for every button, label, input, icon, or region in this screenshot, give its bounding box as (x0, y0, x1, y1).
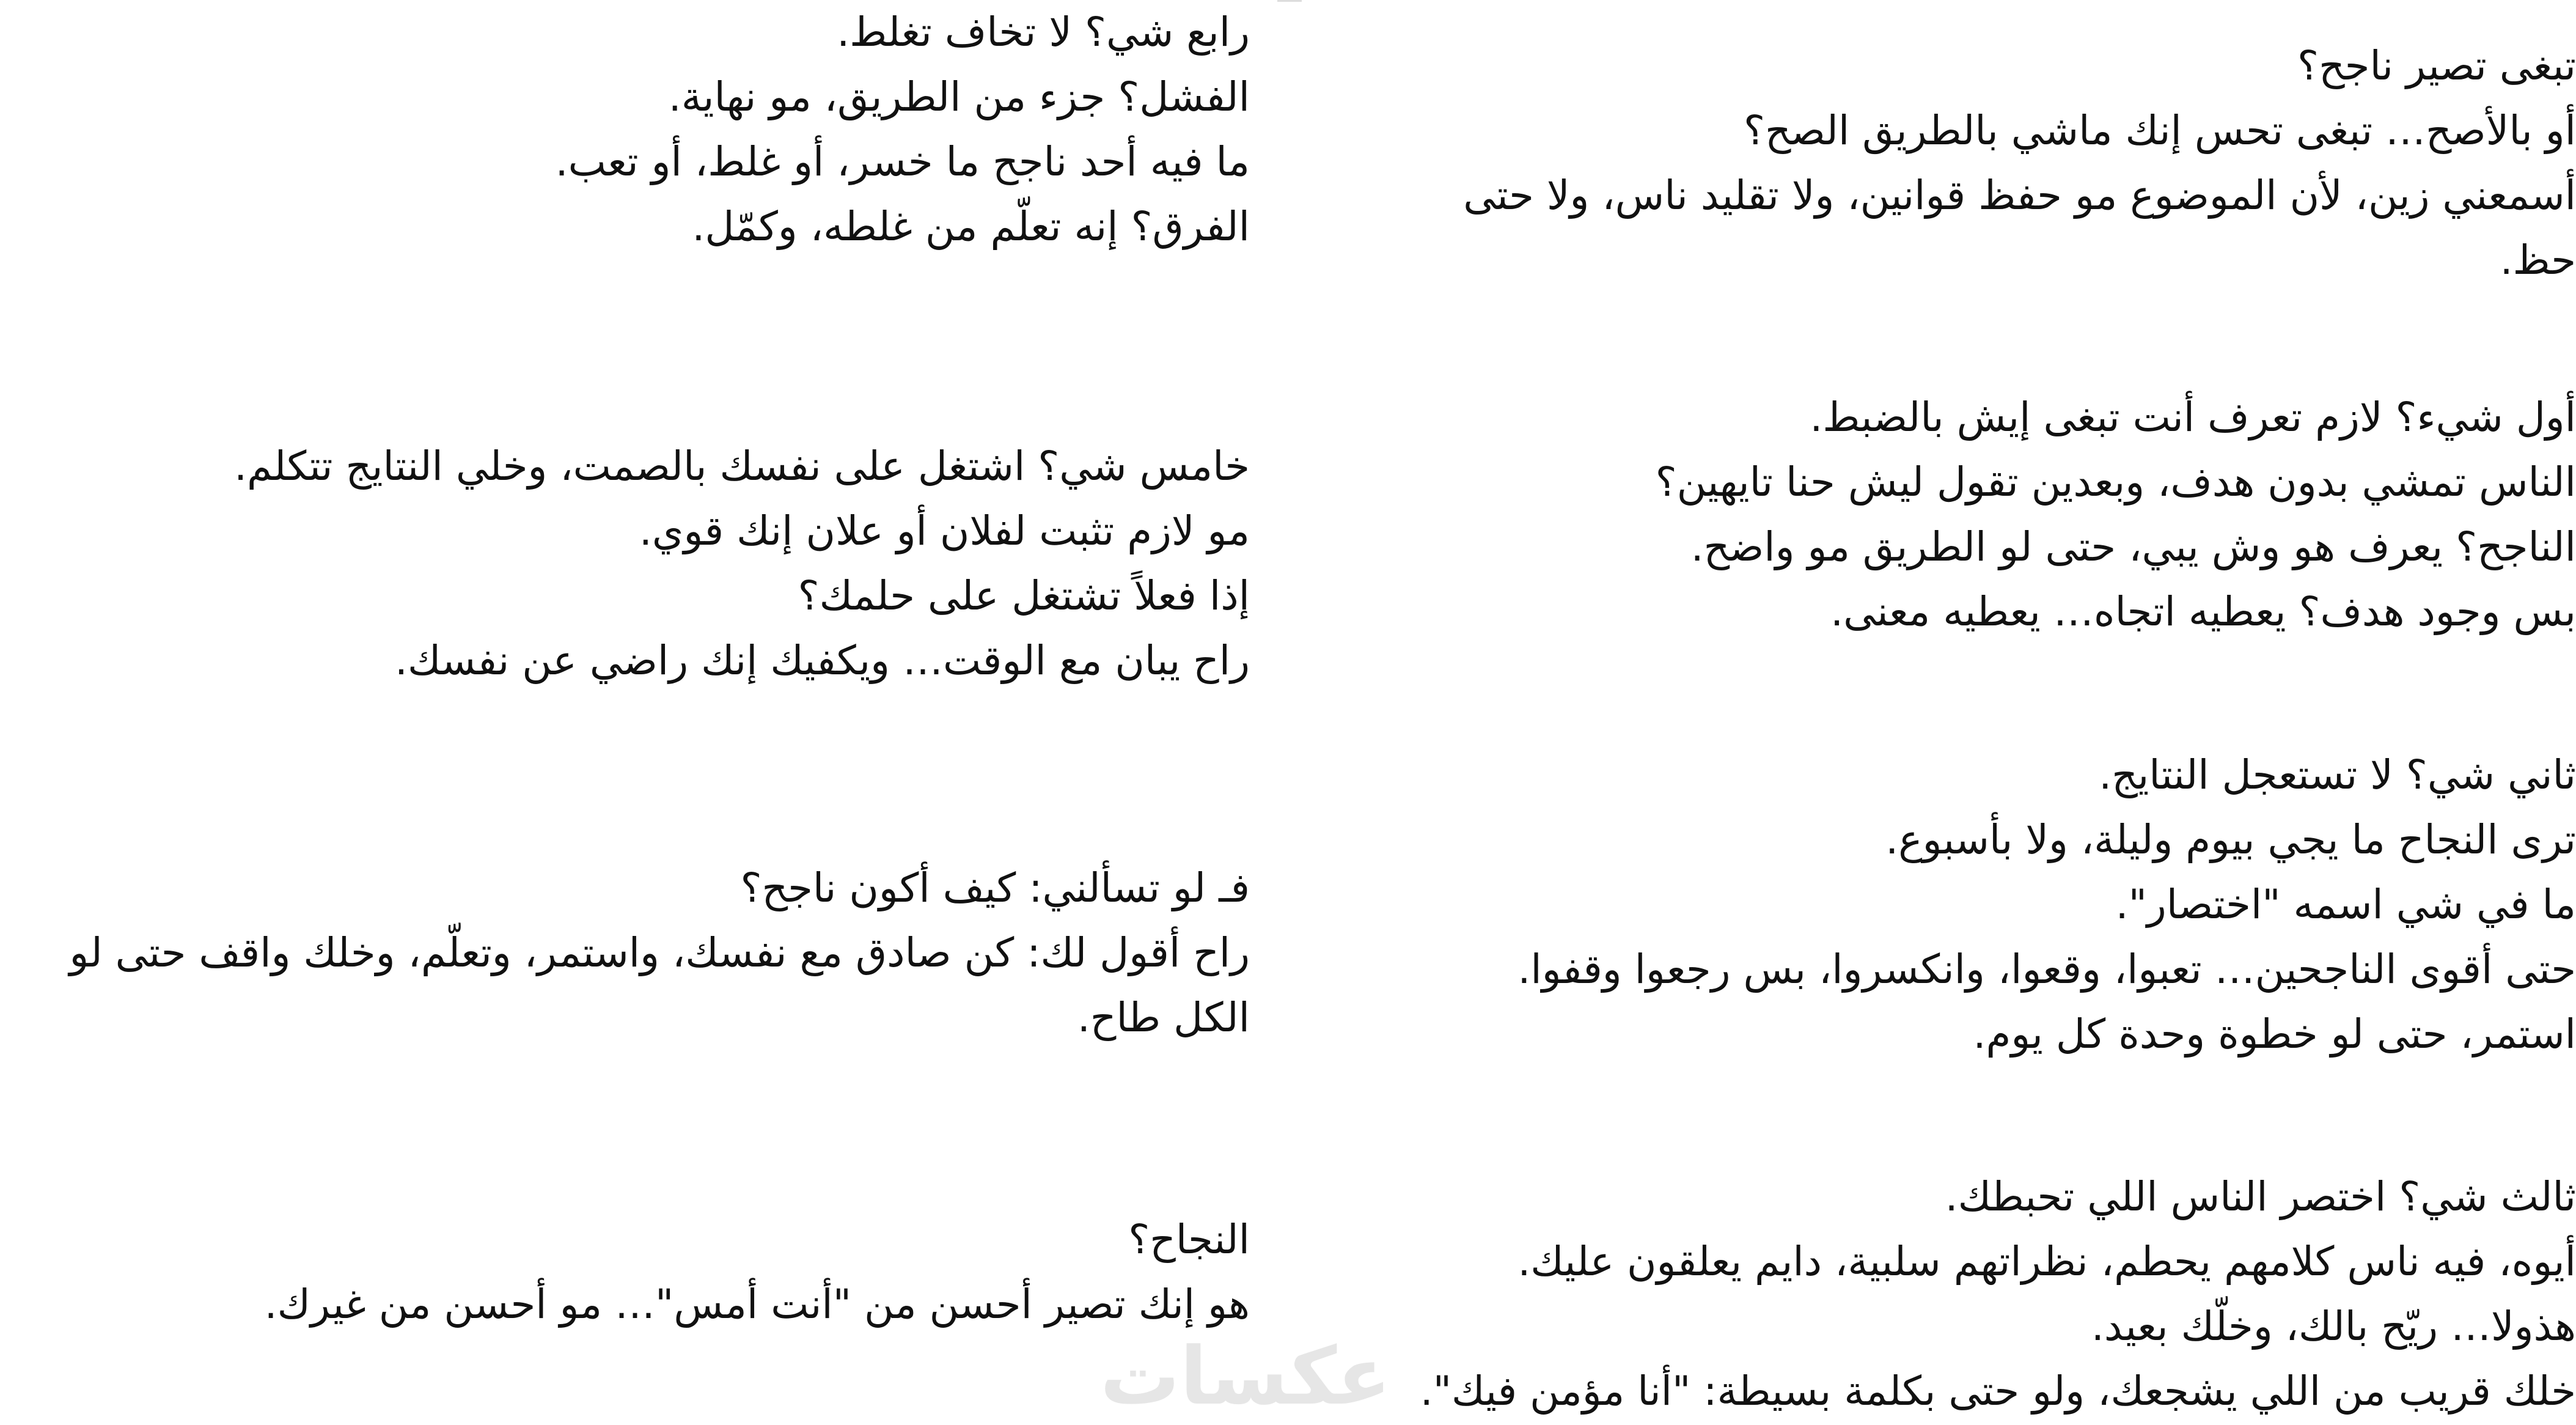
text-line: أول شيء؟ لازم تعرف أنت تبغى إيش بالضبط. (1810, 394, 2576, 441)
paragraph-third-point (1420, 1165, 2576, 1424)
paragraph-summary (3, 856, 1250, 1050)
text-line: خلك قريب من اللي يشجعك، ولو حتى بكلمة بسيطة: "أنا مؤمن فيك". (1420, 1368, 2576, 1415)
text-line: فـ لو تسألني: كيف أكون ناجح؟ (740, 864, 1250, 911)
paragraph-fifth-point (3, 434, 1250, 693)
text-line: هذولا… ريّح بالك، وخلّك بعيد. (2091, 1303, 2576, 1350)
paragraph-first-point (1427, 385, 2576, 644)
text-line: الناس تمشي بدون هدف، وبعدين تقول ليش حنا تايهين؟ (1655, 458, 2576, 506)
text-line: إذا فعلاً تشتغل على حلمك؟ (798, 572, 1250, 619)
text-line: أيوه، فيه ناس كلامهم يحطم، نظراتهم سلبية، دايم يعلقون عليك. (1517, 1238, 2576, 1285)
text-line: هو إنك تصير أحسن من "أنت أمس"… مو أحسن من غيرك. (264, 1281, 1250, 1328)
watermark-logo: عكسات (1100, 1330, 1392, 1423)
text-line: راح يبان مع الوقت… ويكفيك إنك راضي عن نفسك. (395, 637, 1250, 684)
text-line: خامس شي؟ اشتغل على نفسك بالصمت، وخلي النتايج تتكلم. (234, 443, 1250, 490)
text-line: أو بالأصح… تبغى تحس إنك ماشي بالطريق الصح؟ (1743, 107, 2576, 154)
right-column (1335, 0, 2576, 1425)
text-line: استمر، حتى لو خطوة وحدة كل يوم. (1973, 1011, 2576, 1058)
text-line: ثاني شي؟ لا تستعجل النتايج. (2099, 751, 2576, 798)
text-line: ما فيه أحد ناجح ما خسر، أو غلط، أو تعب. (555, 138, 1250, 185)
paragraph-conclusion (3, 1207, 1250, 1337)
text-line: النجاح؟ (1128, 1216, 1250, 1263)
paragraph-fourth-point (3, 0, 1250, 259)
text-line: تبغى تصير ناجح؟ (2297, 42, 2576, 89)
paragraph-intro (1427, 34, 2576, 293)
text-line: رابع شي؟ لا تخاف تغلط. (837, 9, 1250, 56)
text-line: مو لازم تثبت لفلان أو علان إنك قوي. (639, 507, 1250, 554)
text-line: أسمعني زين، لأن الموضوع مو حفظ قوانين، ولا تقليد ناس، ولا حتى حظ. (1463, 172, 2576, 284)
left-column (9, 0, 1250, 1425)
top-divider (1277, 0, 1302, 2)
paragraph-second-point (1427, 743, 2576, 1067)
text-line: الفشل؟ جزء من الطريق، مو نهاية. (668, 73, 1250, 120)
text-line: حتى أقوى الناجحين… تعبوا، وقعوا، وانكسروا، بس رجعوا وقفوا. (1517, 946, 2576, 993)
text-line: ثالث شي؟ اختصر الناس اللي تحبطك. (1945, 1173, 2576, 1220)
text-line: ترى النجاح ما يجي بيوم وليلة، ولا بأسبوع. (1885, 816, 2576, 863)
text-line: راح أقول لك: كن صادق مع نفسك، واستمر، وتعلّم، وخلك واقف حتى لو الكل طاح. (69, 929, 1250, 1041)
text-line: بس وجود هدف؟ يعطيه اتجاه… يعطيه معنى. (1830, 588, 2576, 635)
text-line: ما في شي اسمه "اختصار". (2115, 881, 2576, 928)
text-line: الناجح؟ يعرف هو وش يبي، حتى لو الطريق مو واضح. (1690, 523, 2576, 570)
text-line: الفرق؟ إنه تعلّم من غلطه، وكمّل. (692, 203, 1250, 250)
